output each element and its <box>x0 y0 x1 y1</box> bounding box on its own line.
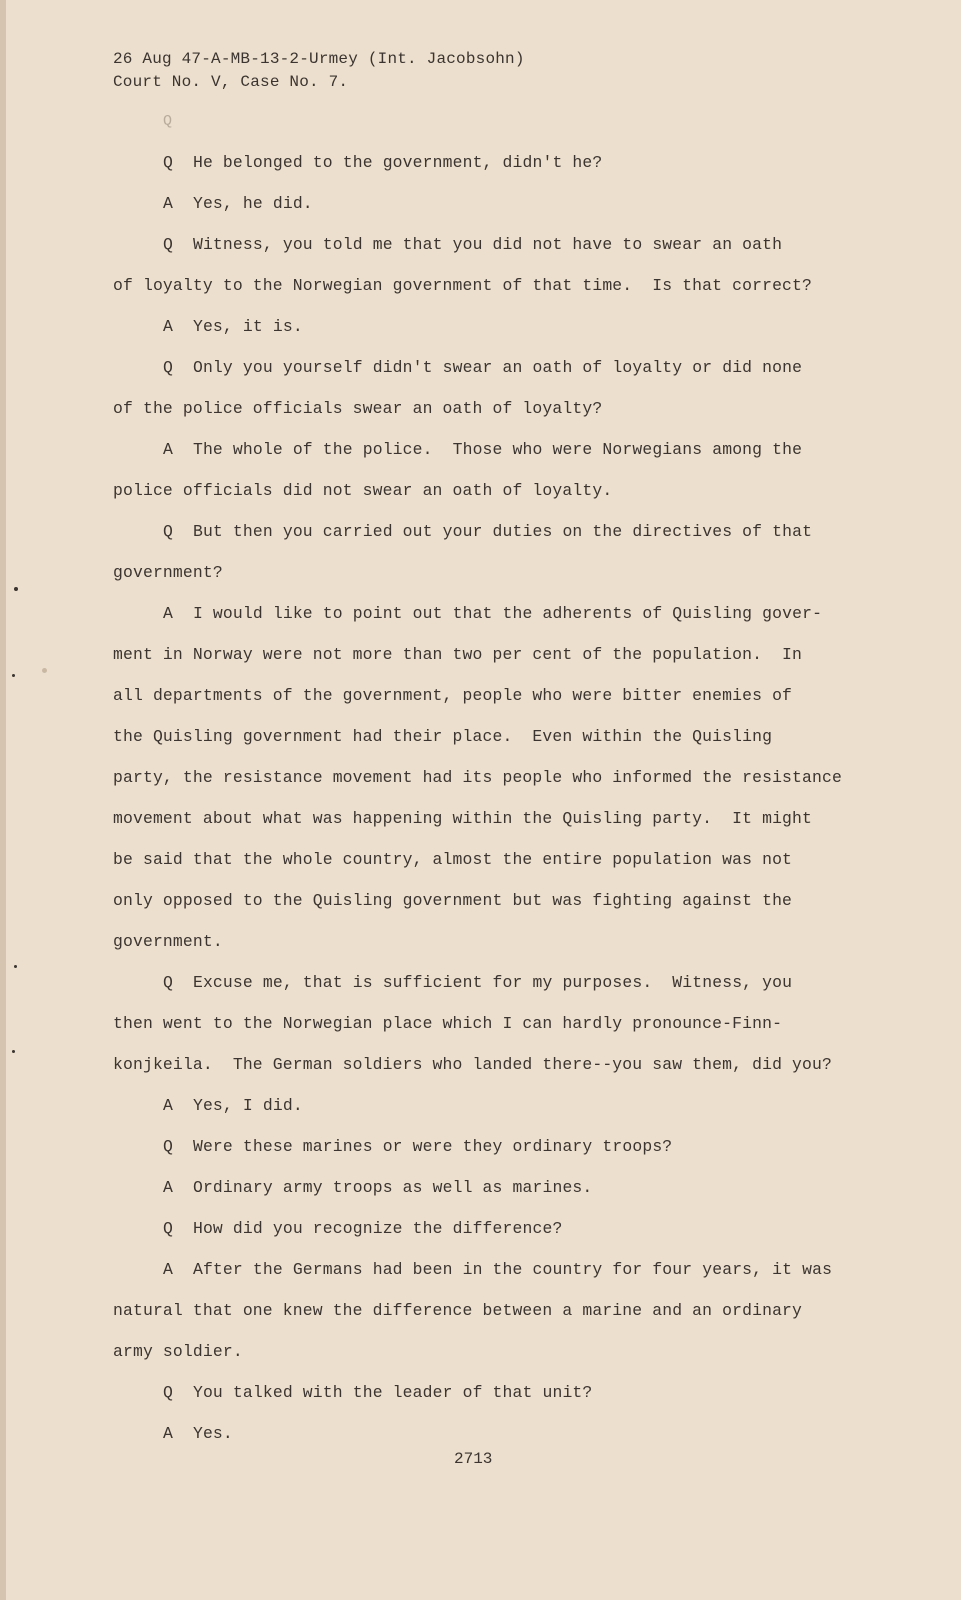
transcript-line: government. <box>113 932 223 951</box>
transcript-line: Q How did you recognize the difference? <box>163 1219 563 1238</box>
transcript-line: Q Witness, you told me that you did not have to swear an oath <box>163 235 783 254</box>
header-court-line: Court No. V, Case No. 7. <box>113 73 349 91</box>
document-header <box>113 48 525 94</box>
transcript-line: government? <box>113 563 223 582</box>
transcript-line: only opposed to the Quisling government but was fighting against the <box>113 891 793 910</box>
transcript-line: A Yes. <box>163 1424 233 1443</box>
transcript-line: Q He belonged to the government, didn't he? <box>163 153 603 172</box>
transcript-line: Q You talked with the leader of that unit? <box>163 1383 593 1402</box>
transcript-line: natural that one knew the difference between a marine and an ordinary <box>113 1301 803 1320</box>
transcript-line: movement about what was happening within the Quisling party. It might <box>113 809 813 828</box>
transcript-line: A After the Germans had been in the country for four years, it was <box>163 1260 833 1279</box>
page-number: 2713 <box>454 1450 493 1468</box>
paper-speck <box>42 668 47 673</box>
paper-speck <box>12 674 15 677</box>
transcript-line: army soldier. <box>113 1342 243 1361</box>
transcript-line: the Quisling government had their place. Even within the Quisling <box>113 727 773 746</box>
transcript-line: Q Were these marines or were they ordinary troops? <box>163 1137 673 1156</box>
header-reference-line: 26 Aug 47-A-MB-13-2-Urmey (Int. Jacobsohn) <box>113 50 525 68</box>
transcript-line: A Yes, I did. <box>163 1096 303 1115</box>
transcript-line: be said that the whole country, almost the entire population was not <box>113 850 793 869</box>
transcript-line: of loyalty to the Norwegian government of that time. Is that correct? <box>113 276 813 295</box>
transcript-line: Q Excuse me, that is sufficient for my purposes. Witness, you <box>163 973 793 992</box>
page-edge-shadow <box>0 0 6 1600</box>
paper-speck <box>12 1050 15 1053</box>
transcript-line: of the police officials swear an oath of loyalty? <box>113 399 603 418</box>
transcript-line: ment in Norway were not more than two per cent of the population. In <box>113 645 803 664</box>
transcript-line: A Ordinary army troops as well as marines. <box>163 1178 593 1197</box>
transcript-line: Q Only you yourself didn't swear an oath of loyalty or did none <box>163 358 803 377</box>
paper-speck <box>14 587 18 591</box>
transcript-line: A Yes, he did. <box>163 194 313 213</box>
transcript-line: party, the resistance movement had its people who informed the resistance <box>113 768 842 787</box>
transcript-line: all departments of the government, people who were bitter enemies of <box>113 686 793 705</box>
stray-mark: Q <box>163 113 173 130</box>
transcript-line: A I would like to point out that the adherents of Quisling gover- <box>163 604 823 623</box>
transcript-line: police officials did not swear an oath of loyalty. <box>113 481 613 500</box>
transcript-line: konjkeila. The German soldiers who landed there--you saw them, did you? <box>113 1055 832 1074</box>
paper-speck <box>14 965 17 968</box>
transcript-line: A The whole of the police. Those who were Norwegians among the <box>163 440 803 459</box>
transcript-line: then went to the Norwegian place which I can hardly pronounce-Finn- <box>113 1014 783 1033</box>
transcript-line: Q But then you carried out your duties on the directives of that <box>163 522 813 541</box>
transcript-line: A Yes, it is. <box>163 317 303 336</box>
